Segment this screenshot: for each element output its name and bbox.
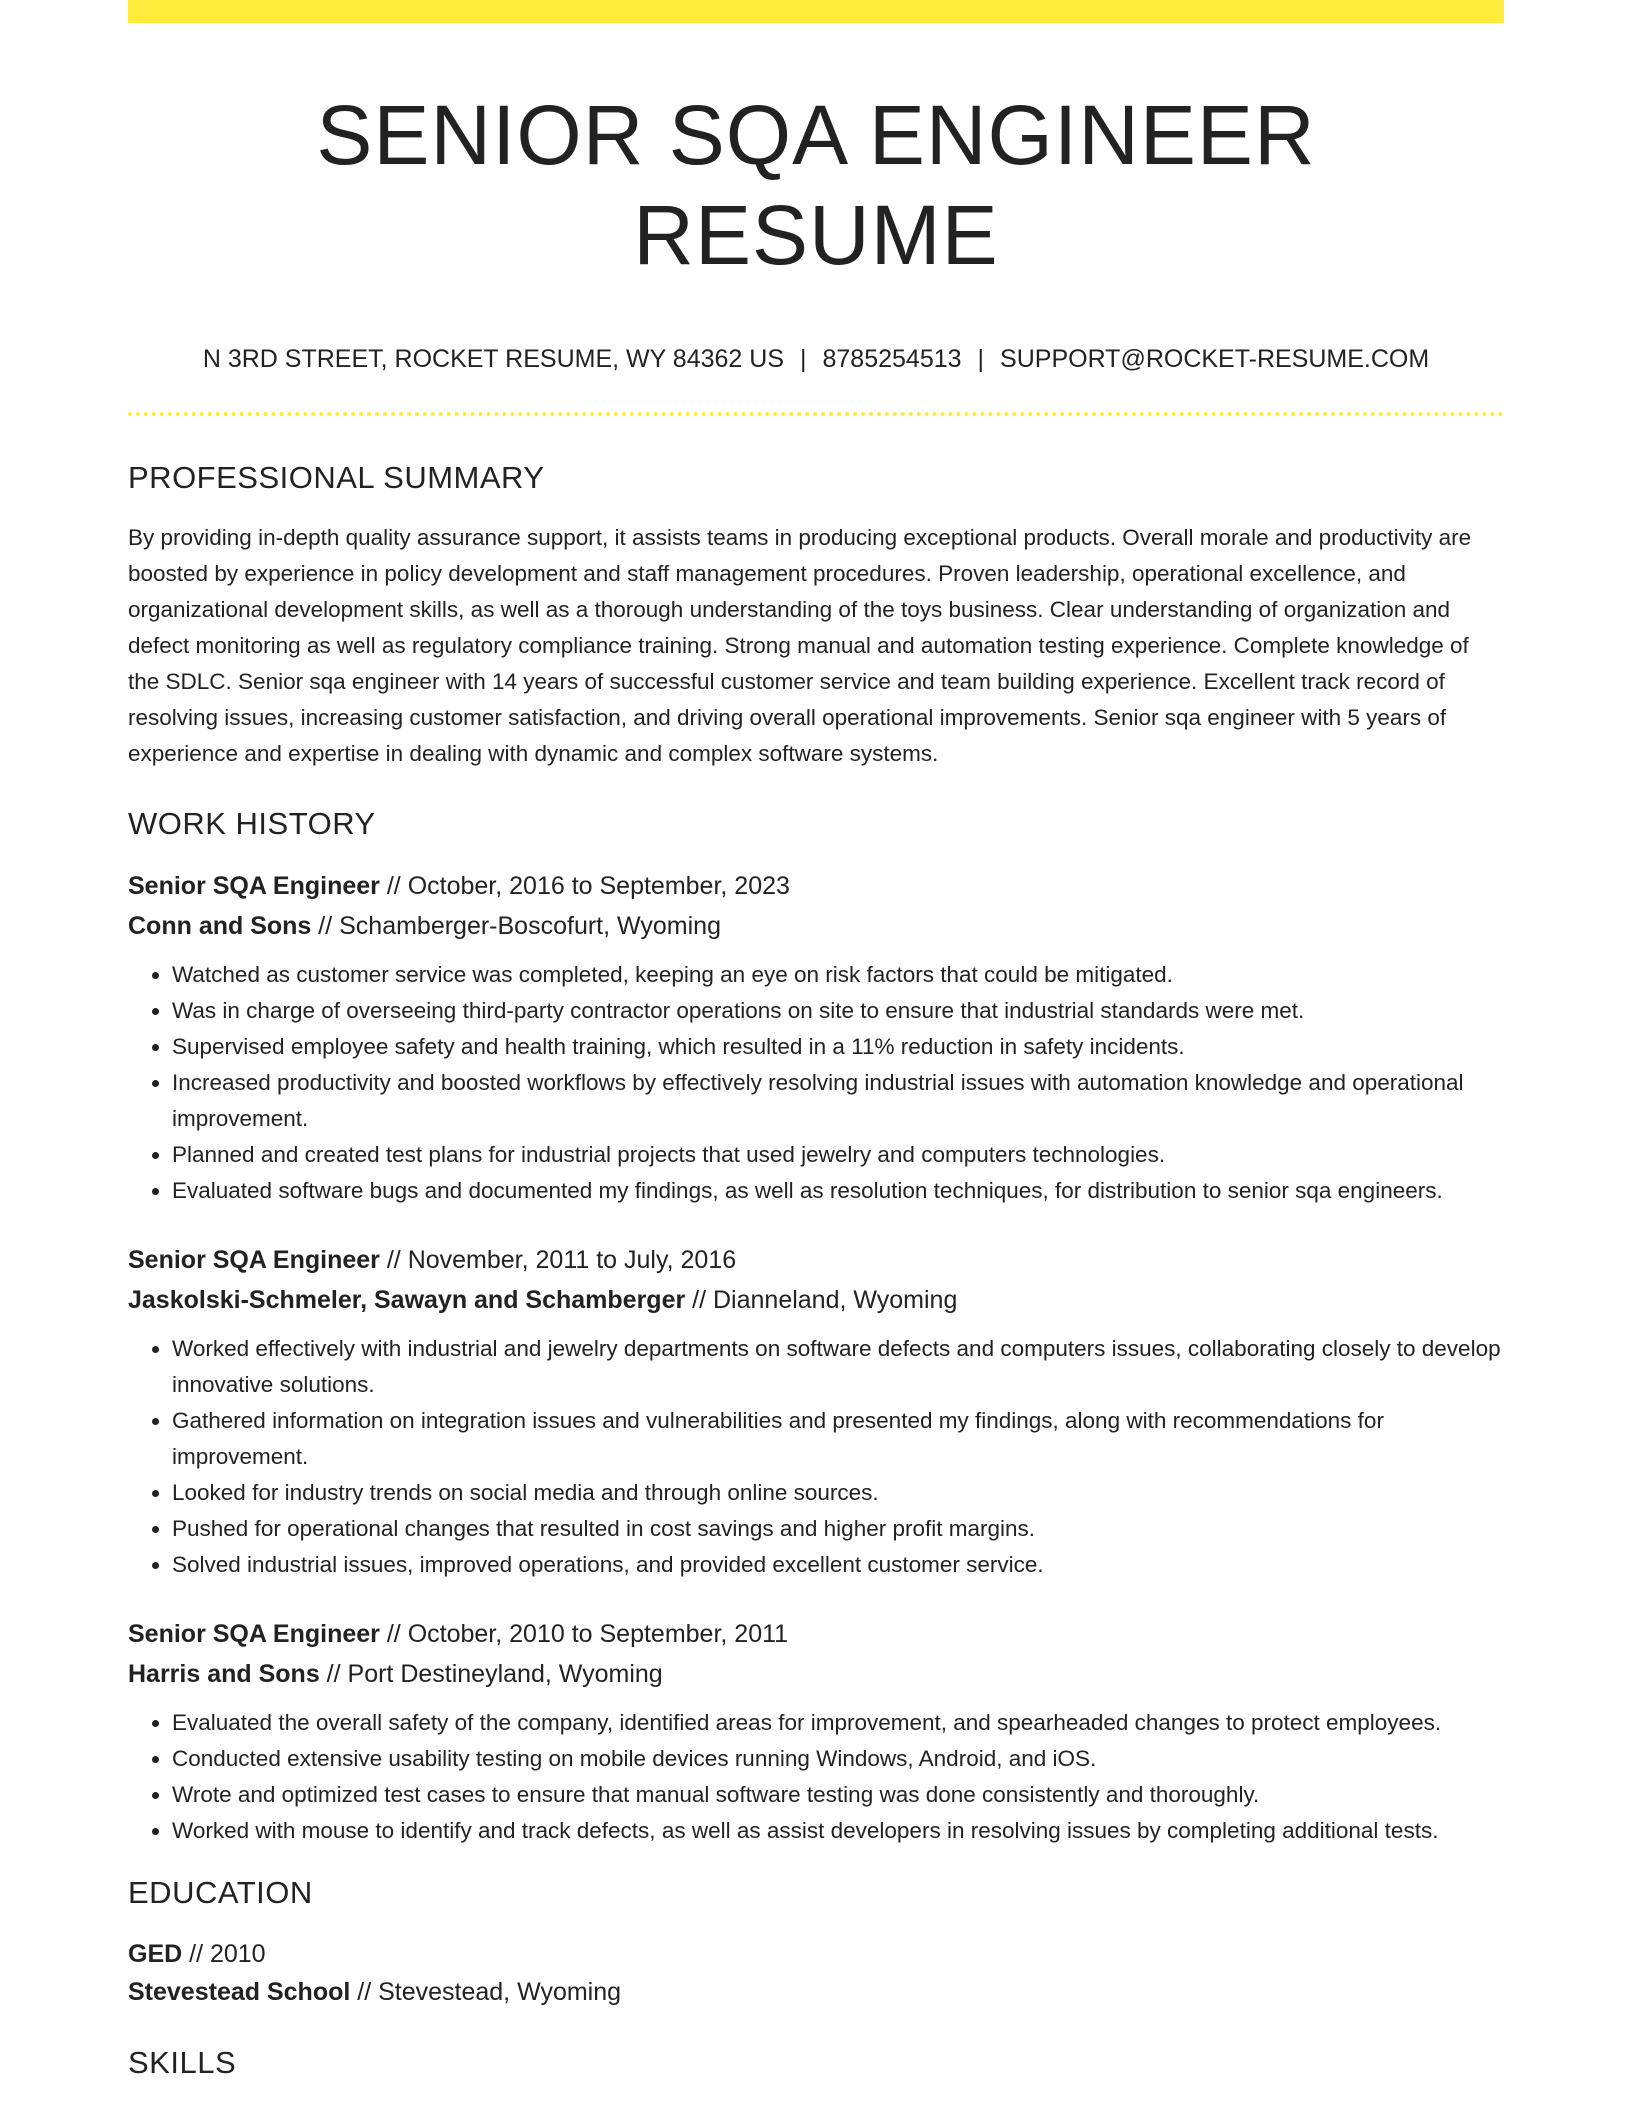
job-role: Senior SQA Engineer [128, 1620, 380, 1648]
job-entry [128, 1240, 1504, 1583]
job-bullet: • Looked for industry trends on social media and through online sources. [172, 1475, 1504, 1511]
job-role-line [128, 1614, 1504, 1654]
job-entry [128, 866, 1504, 1209]
accent-top-bar [128, 0, 1504, 23]
job-entry [128, 1614, 1504, 1849]
job-company: Jaskolski-Schmeler, Sawayn and Schamberger [128, 1286, 686, 1314]
education-location: // Stevestead, Wyoming [350, 1978, 622, 2006]
job-company: Harris and Sons [128, 1660, 320, 1688]
job-role-line [128, 866, 1504, 906]
job-role: Senior SQA Engineer [128, 872, 380, 900]
job-role: Senior SQA Engineer [128, 1246, 380, 1274]
job-company-line [128, 1280, 1504, 1320]
skills-heading: SKILLS [128, 2045, 237, 2080]
job-bullet: • Worked with mouse to identify and track defects, as well as assist developers in resolving issues by completing additional tests. [172, 1813, 1504, 1849]
job-bullet: • Increased productivity and boosted workflows by effectively resolving industrial issues with automation knowledge and operational improvement. [172, 1065, 1504, 1137]
job-bullet: • Watched as customer service was completed, keeping an eye on risk factors that could be mitigated. [172, 957, 1504, 993]
job-dates: // October, 2010 to September, 2011 [379, 1620, 789, 1648]
education-entry [128, 1935, 1504, 2011]
contact-line [128, 343, 1504, 375]
contact-address: N 3RD STREET, ROCKET RESUME, WY 84362 US [202, 345, 784, 373]
summary-heading: PROFESSIONAL SUMMARY [128, 460, 545, 495]
job-location: // Schamberger-Boscofurt, Wyoming [311, 912, 721, 940]
work-history-heading: WORK HISTORY [128, 806, 376, 841]
education-heading: EDUCATION [128, 1875, 313, 1910]
job-bullet: • Wrote and optimized test cases to ensure that manual software testing was done consistently and thoroughly. [172, 1777, 1504, 1813]
job-bullet: • Pushed for operational changes that resulted in cost savings and higher profit margins. [172, 1511, 1504, 1547]
job-bullet: • Supervised employee safety and health training, which resulted in a 11% reduction in safety incidents. [172, 1029, 1504, 1065]
resume-page [128, 0, 1504, 2083]
summary-text: By providing in-depth quality assurance support, it assists teams in producing exceptional products. Overall morale and productivity are boosted by experience in policy development and staff management procedures. Proven leadership, operational excellence, and organizational development skills, as well as a thorough understanding of the toys business. Clear understanding of organization and defect monitoring as well as regulatory compliance training. Strong manual and automation testing experience. Complete knowledge of the SDLC. Senior sqa engineer with 14 years of successful customer service and team building experience. Excellent track record of resolving issues, increasing customer satisfaction, and driving overall operational improvements. Senior sqa engineer with 5 years of experience and expertise in dealing with dynamic and complex software systems. [128, 525, 1472, 766]
job-bullet: • Worked effectively with industrial and jewelry departments on software defects and computers issues, collaborating closely to develop innovative solutions. [172, 1331, 1504, 1403]
job-dates: // October, 2016 to September, 2023 [379, 872, 790, 900]
job-location: // Port Destineyland, Wyoming [319, 1660, 663, 1688]
job-bullet: • Solved industrial issues, improved operations, and provided excellent customer service. [172, 1547, 1504, 1583]
dotted-divider [128, 412, 1504, 416]
job-bullet: • Evaluated the overall safety of the company, identified areas for improvement, and spearheaded changes to protect employees. [172, 1705, 1504, 1741]
education-degree-line [128, 1935, 1504, 1973]
contact-separator: | [977, 345, 985, 373]
job-company: Conn and Sons [128, 912, 312, 940]
job-bullet: • Planned and created test plans for industrial projects that used jewelry and computers technologies. [172, 1137, 1504, 1173]
job-bullets [128, 957, 1504, 1209]
job-bullet: • Evaluated software bugs and documented my findings, as well as resolution techniques, for distribution to senior sqa engineers. [172, 1173, 1504, 1209]
job-bullet: • Conducted extensive usability testing on mobile devices running Windows, Android, and iOS. [172, 1741, 1504, 1777]
job-bullet: • Was in charge of overseeing third-party contractor operations on site to ensure that industrial standards were met. [172, 993, 1504, 1029]
contact-phone: 8785254513 [822, 345, 962, 373]
education-year: // 2010 [182, 1940, 266, 1968]
contact-separator: | [800, 345, 807, 373]
job-bullet: • Gathered information on integration issues and vulnerabilities and presented my findings, along with recommendations for improvement. [172, 1403, 1504, 1475]
job-bullets [128, 1705, 1504, 1849]
education-degree: GED [128, 1940, 183, 1968]
job-bullets [128, 1331, 1504, 1583]
resume-title: SENIOR SQA ENGINEER RESUME [316, 88, 1316, 282]
job-dates: // November, 2011 to July, 2016 [379, 1246, 737, 1274]
job-company-line [128, 906, 1504, 946]
job-company-line [128, 1654, 1504, 1694]
contact-email: SUPPORT@ROCKET-RESUME.COM [1000, 345, 1430, 373]
education-school: Stevestead School [128, 1978, 351, 2006]
job-role-line [128, 1240, 1504, 1280]
job-location: // Dianneland, Wyoming [685, 1286, 958, 1314]
education-school-line [128, 1973, 1504, 2011]
